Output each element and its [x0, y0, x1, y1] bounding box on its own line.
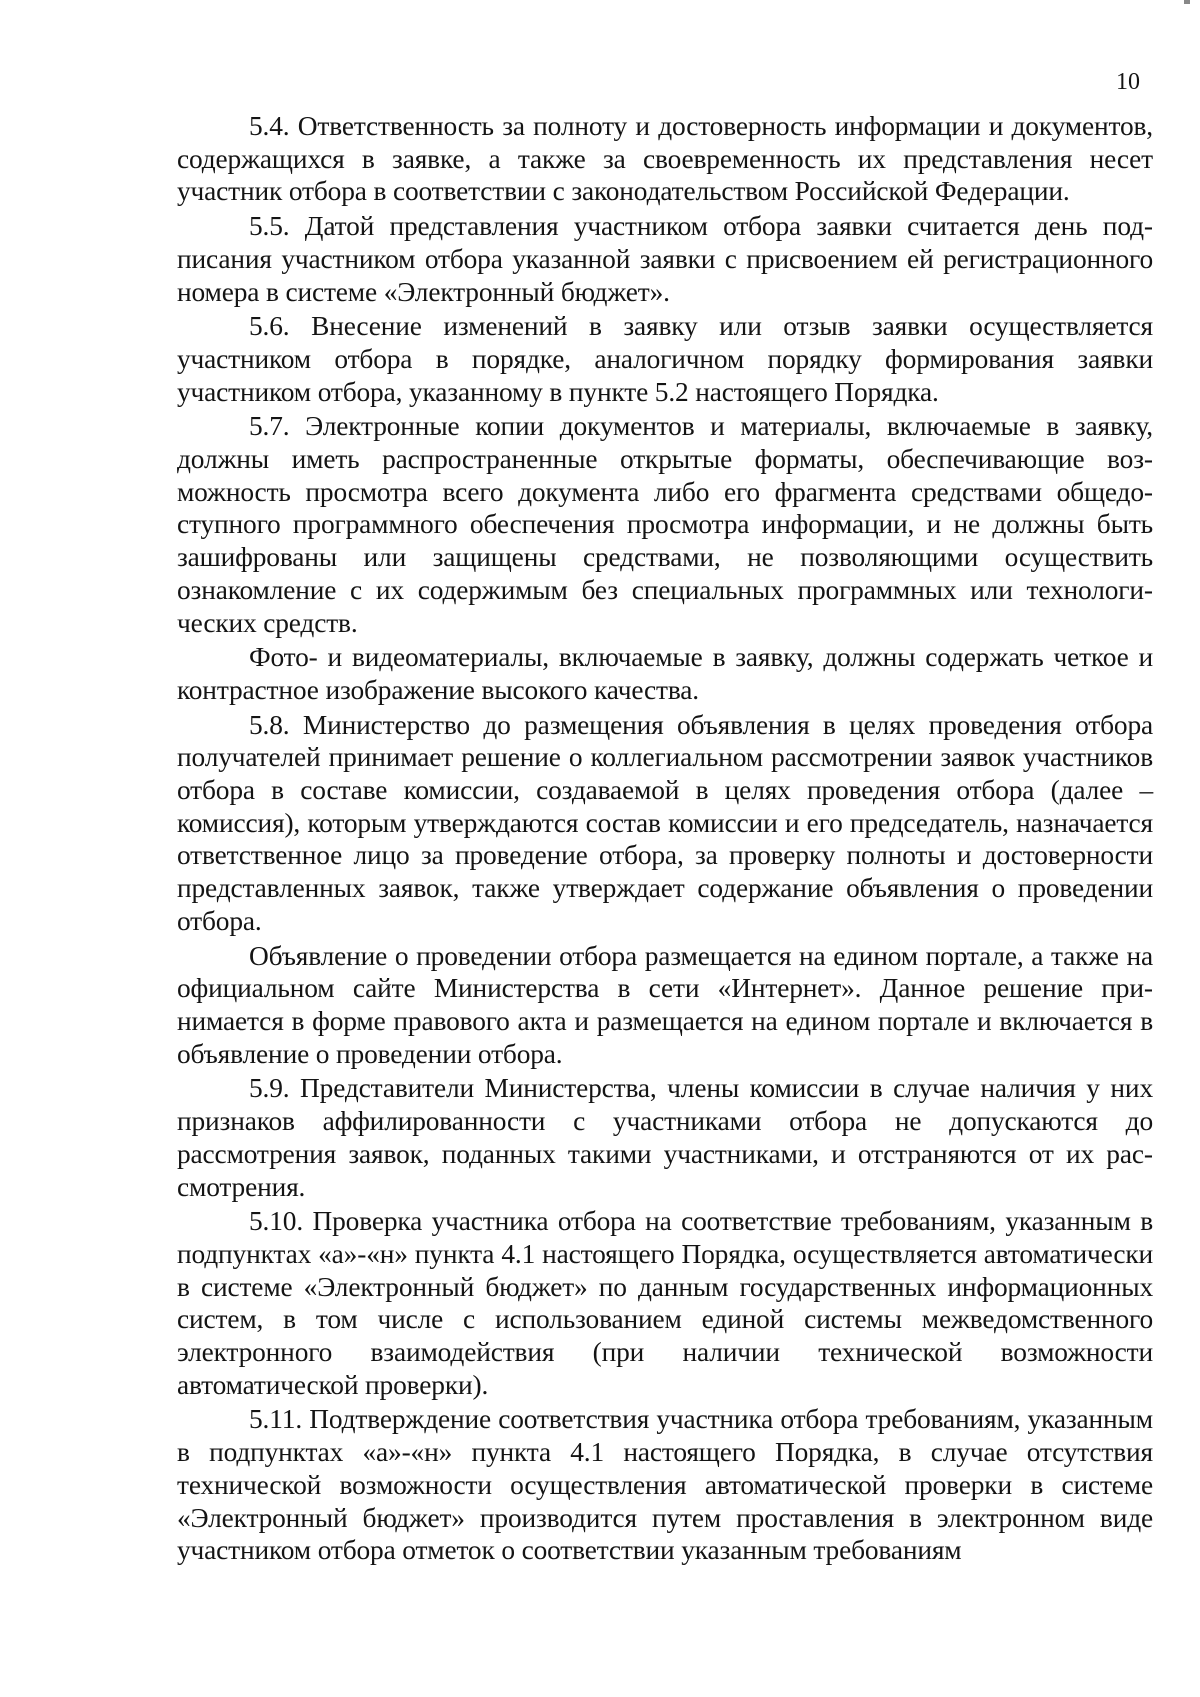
paragraph-5-7: 5.7. Электронные копии документов и материалы, включаемые в заявку, должны иметь распространенные открытые форматы, обеспечивающие возможность просмотра всего документа либо его фрагмента средствами общедоступного программного обеспечения просмотра информации, и не должны быть зашифрованы или защищены средствами, не позволяющими осуществить ознакомление с их содержимым без специальных программных или технологических средств.	[177, 411, 1153, 638]
paragraph-photo-video: Фото- и видеоматериалы, включаемые в заявку, должны содержать четкое и контрастное изображение высокого качества.	[177, 642, 1153, 705]
page-number: 10	[1116, 69, 1140, 95]
document-body	[177, 110, 1153, 1567]
paragraph-5-6: 5.6. Внесение изменений в заявку или отзыв заявки осуществляется участником отбора в порядке, аналогичном порядку формирования заявки участником отбора, указанному в пункте 5.2 настоящего Порядка.	[177, 311, 1153, 407]
paragraph-5-8: 5.8. Министерство до размещения объявления в целях проведения отбора получателей принимает решение о коллегиальном рассмотрении заявок участников отбора в составе комиссии, создаваемой в целях проведения отбора (далее – комиссия), которым утверждаются состав комиссии и его председатель, назначается ответственное лицо за проведение отбора, за проверку полноты и достоверности представленных заявок, также утверждает содержание объявления о проведении отбора.	[177, 709, 1153, 936]
paragraph-5-9: 5.9. Представители Министерства, члены комиссии в случае наличия у них признаков аффилированности с участниками отбора не допускаются до рассмотрения заявок, поданных такими участниками, и отстраняются от их рассмотрения.	[177, 1073, 1153, 1202]
scan-artifact	[1184, 0, 1190, 4]
paragraph-5-4: 5.4. Ответственность за полноту и достоверность информации и документов, содержащихся в заявке, а также за своевременность их представления несет участник отбора в соответствии с законодательством Российской Федерации.	[177, 111, 1153, 207]
paragraph-5-11: 5.11. Подтверждение соответствия участника отбора требованиям, указанным в подпунктах «а»-«н» пункта 4.1 настоящего Порядка, в случае отсутствия технической возможности осуществления автоматической проверки в системе «Электронный бюджет» производится путем проставления в электронном виде участником отбора отметок о соответствии указанным требованиям	[177, 1404, 1153, 1566]
paragraph-announcement: Объявление о проведении отбора размещается на едином портале, а также на официальном сайте Министерства в сети «Интернет». Данное решение принимается в форме правового акта и размещается на едином портале и включается в объявление о проведении отбора.	[177, 940, 1153, 1069]
paragraph-5-5: 5.5. Датой представления участником отбора заявки считается день подписания участником отбора указанной заявки с присвоением ей регистрационного номера в системе «Электронный бюджет».	[177, 211, 1153, 307]
paragraph-5-10: 5.10. Проверка участника отбора на соответствие требованиям, указанным в подпунктах «а»-«н» пункта 4.1 настоящего Порядка, осуществляется автоматически в системе «Электронный бюджет» по данным государственных информационных систем, в том числе с использованием единой системы межведомственного электронного взаимодействия (при наличии технической возможности автоматической проверки).	[177, 1206, 1153, 1400]
